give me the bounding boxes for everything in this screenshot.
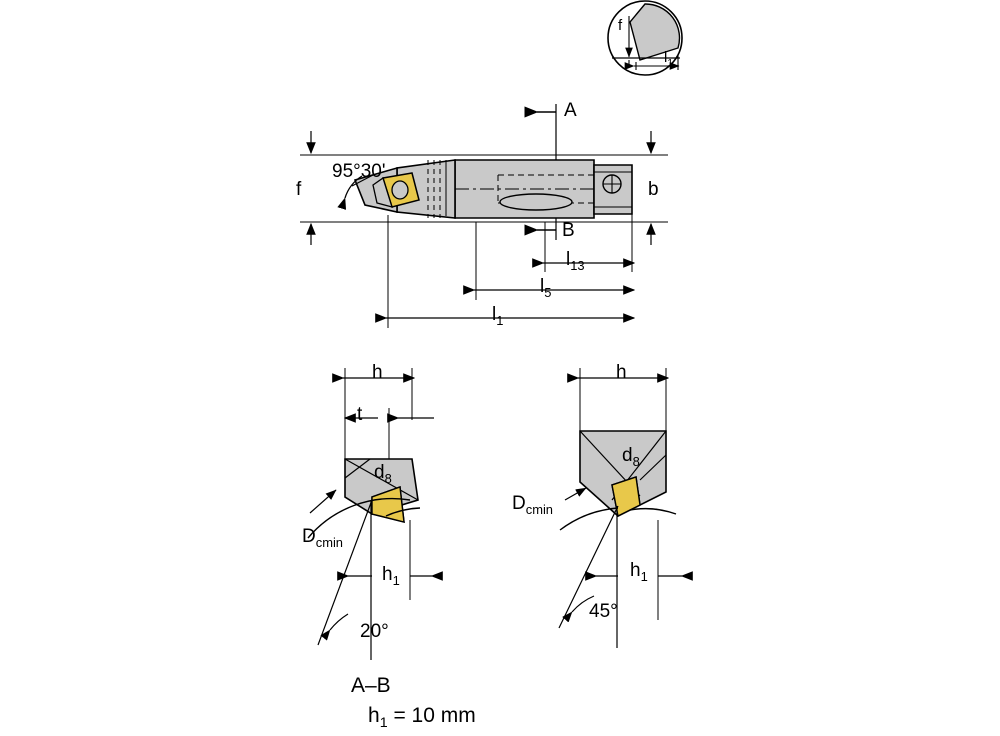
left-d8-label: $d_8$ bbox=[374, 462, 392, 486]
dim-l1-label: $l_1$ bbox=[492, 304, 504, 328]
left-h-label: h bbox=[372, 362, 383, 383]
section-mark-a: A bbox=[564, 100, 577, 121]
detail-l1-label: $l_1$ bbox=[664, 49, 674, 69]
main-b-label: b bbox=[648, 179, 659, 200]
caption-dimension: $h_1 = 10$ mm bbox=[368, 704, 476, 732]
right-d8-label: $d_8$ bbox=[622, 445, 640, 469]
left-t-label: t bbox=[357, 404, 363, 425]
section-left-group bbox=[308, 368, 434, 660]
left-h1-label: $h_1$ bbox=[382, 564, 400, 588]
section-mark-b: B bbox=[562, 220, 575, 241]
angle-label-95-30: 95°30' bbox=[332, 161, 386, 182]
right-angle-label: 45° bbox=[589, 601, 618, 622]
dim-l13-label: $l_{13}$ bbox=[566, 249, 585, 273]
caption-section-name: A–B bbox=[351, 674, 391, 697]
main-f-label: f bbox=[296, 179, 302, 200]
main-view-group bbox=[300, 104, 668, 328]
dim-l5-label: $l_5$ bbox=[540, 276, 552, 300]
right-h1-label: $h_1$ bbox=[630, 560, 648, 584]
section-right-group bbox=[559, 368, 682, 648]
right-dcmin-label: $D_{cmin}$ bbox=[512, 493, 553, 517]
right-h-label: h bbox=[616, 362, 627, 383]
left-angle-label: 20° bbox=[360, 621, 389, 642]
detail-f-label: f bbox=[618, 17, 623, 34]
left-dcmin-label: $D_{cmin}$ bbox=[302, 526, 343, 550]
